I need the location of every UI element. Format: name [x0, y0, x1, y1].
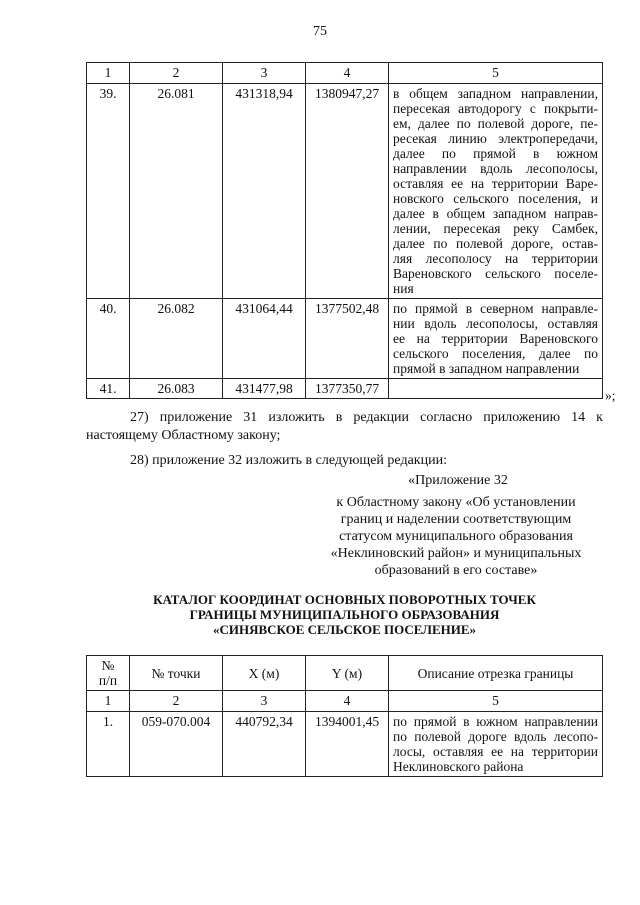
catalog-title-line: «СИНЯВСКОЕ СЕЛЬСКОЕ ПОСЕЛЕНИЕ»	[212, 622, 477, 637]
header-line: №	[101, 658, 115, 673]
point-number: 26.081	[130, 84, 223, 299]
appendix-reference	[306, 494, 606, 579]
point-number: 26.082	[130, 299, 223, 379]
table-header-row	[87, 63, 603, 84]
description-line: нии вдоль лесополосы, оставляя	[393, 316, 598, 331]
description-line: лосы, оставляя ее на территории	[393, 744, 598, 759]
header-point-number: № точки	[130, 656, 223, 691]
y-coordinate: 1394001,45	[306, 712, 389, 777]
paragraph-27: 27) приложение 31 изложить в редакции согласно приложению 14 к настоящему Областному закону;	[86, 410, 603, 443]
catalog-title-line: ГРАНИЦЫ МУНИЦИПАЛЬНОГО ОБРАЗОВАНИЯ	[189, 607, 500, 622]
description-line: оставляя ее на территории Варе-	[393, 176, 598, 191]
appendix-line: статусом муниципального образования	[339, 529, 573, 544]
description-line: Вареновского сельского поселе-	[393, 266, 598, 281]
segment-description	[389, 84, 603, 299]
header-col-2: 2	[130, 63, 223, 84]
numbering-col-2: 2	[130, 691, 223, 712]
header-description: Описание отрезка границы	[389, 656, 603, 691]
point-number: 059-070.004	[130, 712, 223, 777]
point-number: 26.083	[130, 379, 223, 399]
header-col-4: 4	[306, 63, 389, 84]
description-line: Неклиновского района	[393, 759, 524, 774]
header-line: п/п	[98, 673, 118, 688]
description-line: лении, пересекая реку Самбек,	[393, 221, 598, 236]
x-coordinate: 440792,34	[223, 712, 306, 777]
numbering-col-1: 1	[87, 691, 130, 712]
header-col-1: 1	[87, 63, 130, 84]
description-line: пересекая автодорогу с покрыти-	[393, 101, 598, 116]
description-line: сельского поселения, далее по	[393, 346, 598, 361]
description-line: новского сельского поселения, и	[393, 191, 598, 206]
description-line: ресекая линию электропередачи,	[393, 131, 598, 146]
table-numbering-row	[87, 691, 603, 712]
description-line: в общем западном направлении,	[393, 86, 598, 101]
description-line: ее на территории Вареновского	[393, 331, 598, 346]
description-line: прямой в западном направлении	[393, 361, 580, 376]
catalog-coordinates-table	[86, 655, 603, 777]
appendix-line: границ и наделении соответствующим	[340, 512, 572, 527]
description-line: ем, далее по полевой дороге, пе-	[393, 116, 598, 131]
description-line: далее по полевой дороге, остав-	[393, 236, 598, 251]
table-row	[87, 299, 603, 379]
segment-description	[389, 712, 603, 777]
row-number: 40.	[87, 299, 130, 379]
page-number: 75	[313, 24, 327, 39]
catalog-title-line: КАТАЛОГ КООРДИНАТ ОСНОВНЫХ ПОВОРОТНЫХ ТОЧЕК	[153, 592, 536, 607]
description-line: далее по прямой в южном	[393, 146, 598, 161]
header-y: Y (м)	[306, 656, 389, 691]
continued-coordinates-table	[86, 62, 603, 399]
table-row	[87, 84, 603, 299]
header-x: X (м)	[223, 656, 306, 691]
appendix-line: образований в его составе»	[374, 563, 538, 578]
description-line: по прямой в южном направлении	[393, 714, 598, 729]
segment-description	[389, 379, 603, 399]
description-line: по полевой дороге вдоль лесопо-	[393, 729, 598, 744]
row-number: 1.	[87, 712, 130, 777]
table-row	[87, 712, 603, 777]
x-coordinate: 431064,44	[223, 299, 306, 379]
description-line: ния	[393, 281, 414, 296]
catalog-title	[86, 592, 603, 637]
header-col-3: 3	[223, 63, 306, 84]
closing-quote-mark: »;	[605, 388, 616, 403]
description-line: ляя лесополосу на территории	[393, 251, 598, 266]
appendix-line: «Неклиновский район» и муниципальных	[330, 546, 582, 561]
segment-description	[389, 299, 603, 379]
row-number: 39.	[87, 84, 130, 299]
numbering-col-4: 4	[306, 691, 389, 712]
y-coordinate: 1377502,48	[306, 299, 389, 379]
numbering-col-5: 5	[389, 691, 603, 712]
table-header-row	[87, 656, 603, 691]
appendix-line: к Областному закону «Об установлении	[336, 495, 576, 510]
row-number: 41.	[87, 379, 130, 399]
header-col-5: 5	[389, 63, 603, 84]
numbering-col-3: 3	[223, 691, 306, 712]
x-coordinate: 431477,98	[223, 379, 306, 399]
description-line: направлении вдоль лесополосы,	[393, 161, 598, 176]
table-row	[87, 379, 603, 399]
header-row-number	[87, 656, 130, 691]
appendix-title: «Приложение 32	[408, 473, 508, 488]
y-coordinate: 1377350,77	[306, 379, 389, 399]
description-line: далее в общем западном направ-	[393, 206, 598, 221]
paragraph-28: 28) приложение 32 изложить в следующей редакции:	[130, 453, 447, 468]
x-coordinate: 431318,94	[223, 84, 306, 299]
description-line: по прямой в северном направле-	[393, 301, 598, 316]
y-coordinate: 1380947,27	[306, 84, 389, 299]
